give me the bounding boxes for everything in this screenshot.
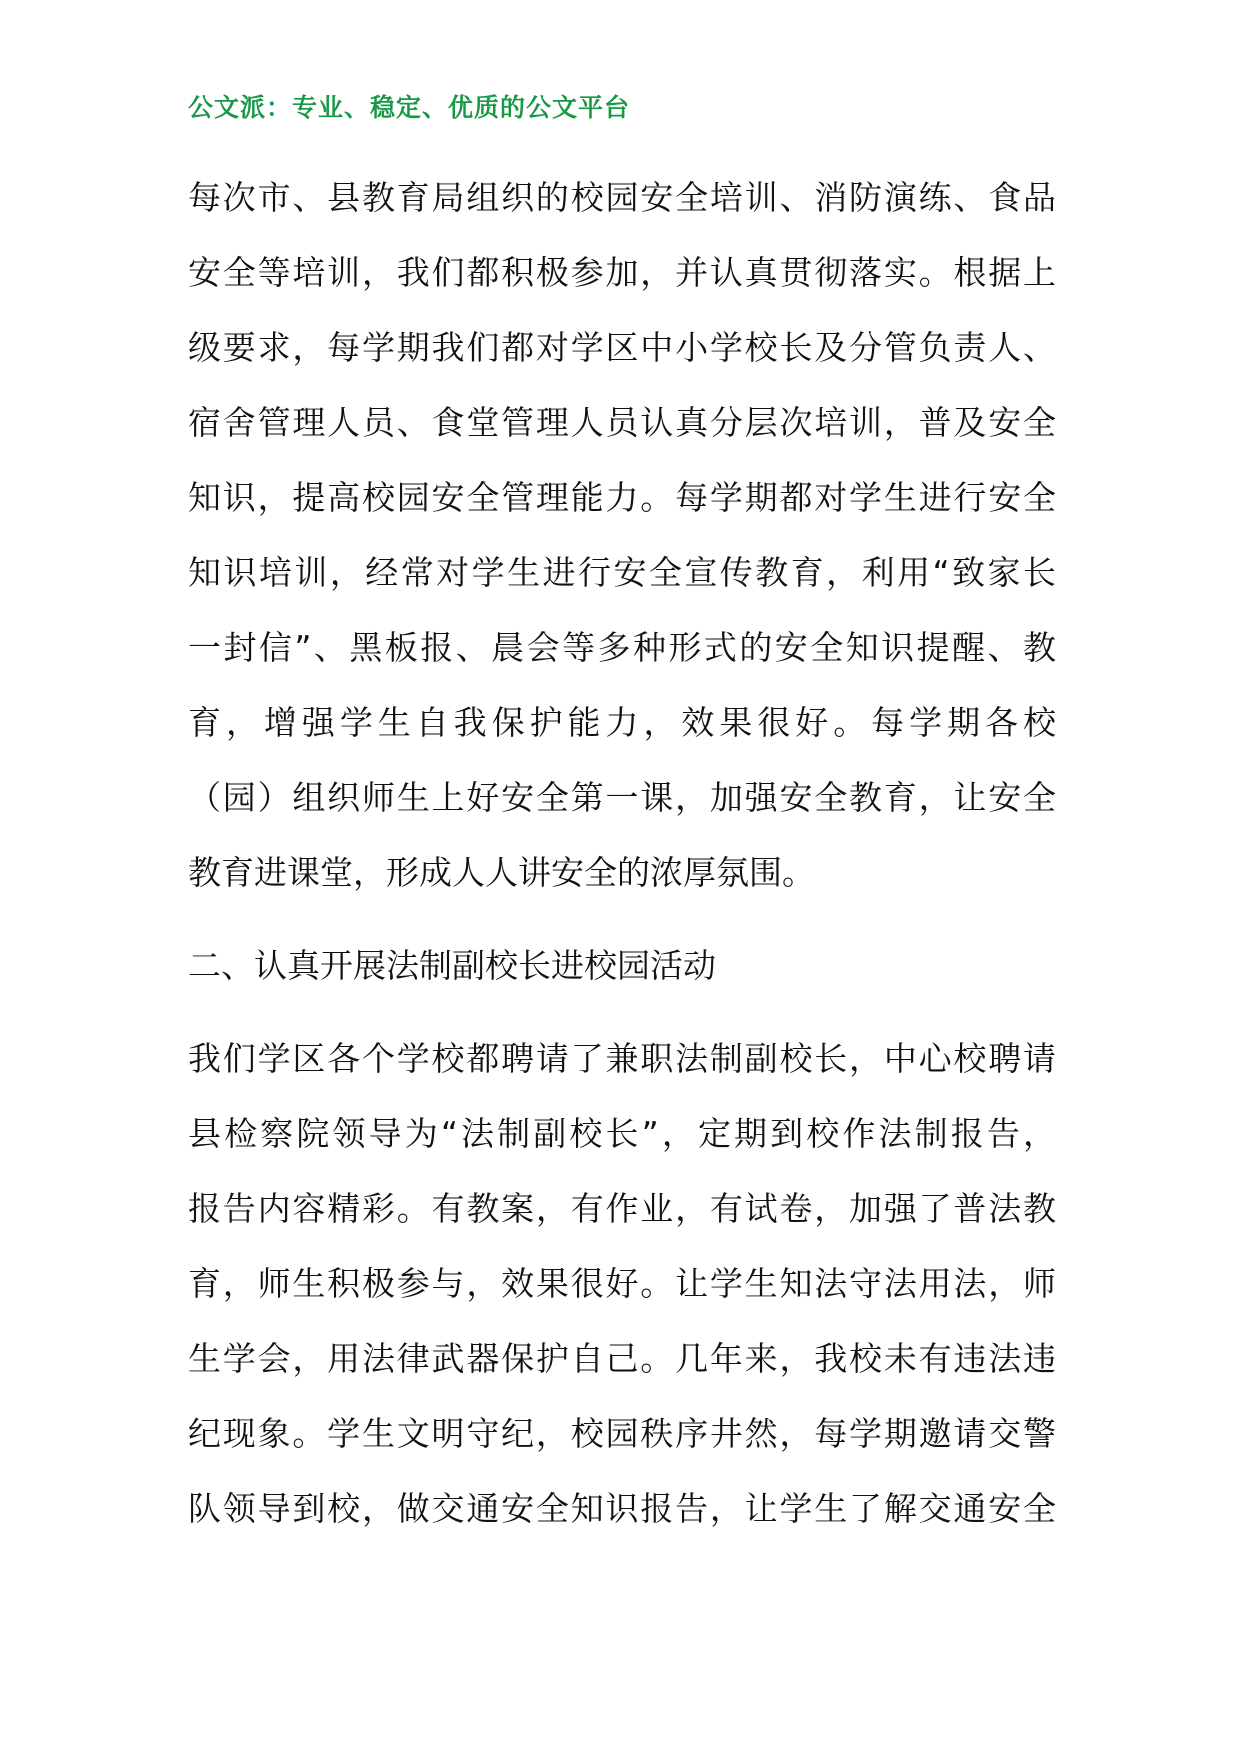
paragraph-line: 知识，提高校园安全管理能力。每学期都对学生进行安全	[188, 478, 1056, 517]
paragraph-legal-education	[188, 1021, 1056, 1546]
paragraph-line: 纪现象。学生文明守纪，校园秩序井然，每学期邀请交警	[188, 1414, 1056, 1453]
paragraph-line: 育，增强学生自我保护能力，效果很好。每学期各校	[188, 703, 1056, 742]
section-heading	[188, 928, 1056, 1003]
section-heading-text: 二、认真开展法制副校长进校园活动	[188, 946, 716, 985]
paragraph-line: 县检察院领导为“法制副校长”，定期到校作法制报告，	[188, 1114, 1056, 1153]
paragraph-line: 宿舍管理人员、食堂管理人员认真分层次培训，普及安全	[188, 403, 1056, 442]
paragraph-safety-training	[188, 160, 1056, 910]
paragraph-line: 每次市、县教育局组织的校园安全培训、消防演练、食品	[188, 178, 1056, 217]
paragraph-line: 一封信”、黑板报、晨会等多种形式的安全知识提醒、教	[188, 628, 1056, 667]
paragraph-line: 育，师生积极参与，效果很好。让学生知法守法用法，师	[188, 1264, 1056, 1303]
header-brand: 公文派：专业、稳定、优质的公文平台	[188, 93, 631, 122]
paragraph-line: 报告内容精彩。有教案，有作业，有试卷，加强了普法教	[188, 1189, 1056, 1228]
paragraph-line: 级要求，每学期我们都对学区中小学校长及分管负责人、	[188, 328, 1056, 367]
paragraph-line-last: 教育进课堂，形成人人讲安全的浓厚氛围。	[188, 853, 815, 892]
paragraph-line: 知识培训，经常对学生进行安全宣传教育，利用“致家长	[188, 553, 1056, 592]
paragraph-line: 安全等培训，我们都积极参加，并认真贯彻落实。根据上	[188, 253, 1056, 292]
paragraph-line: 我们学区各个学校都聘请了兼职法制副校长，中心校聘请	[188, 1039, 1056, 1078]
paragraph-line: （园）组织师生上好安全第一课，加强安全教育，让安全	[188, 778, 1056, 817]
paragraph-line: 生学会，用法律武器保护自己。几年来，我校未有违法违	[188, 1339, 1056, 1378]
paragraph-line: 队领导到校，做交通安全知识报告，让学生了解交通安全	[188, 1489, 1056, 1528]
